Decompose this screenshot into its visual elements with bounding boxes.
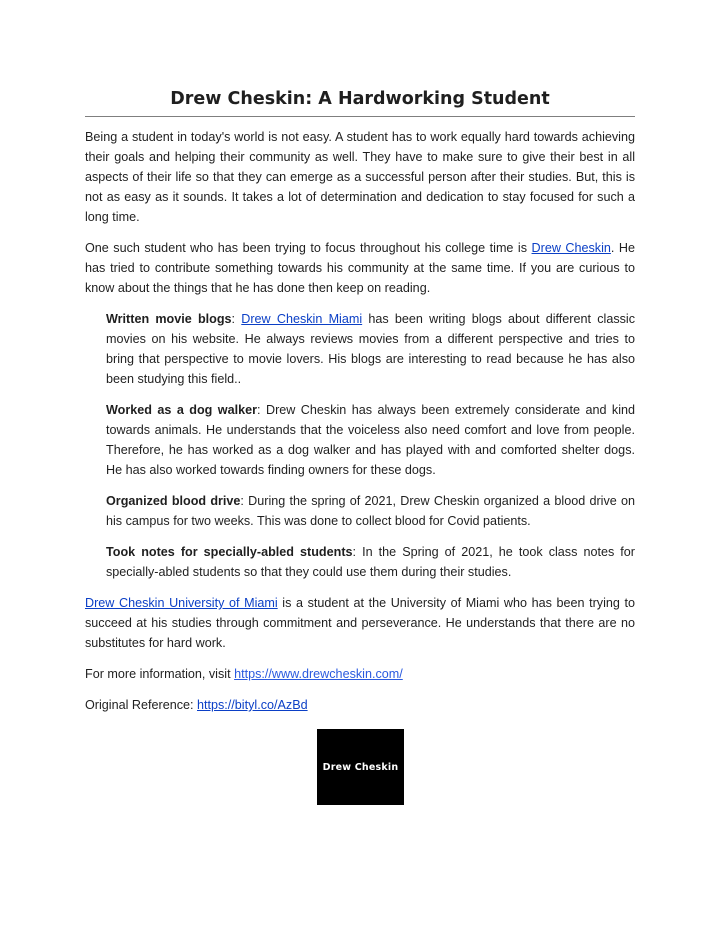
item-separator: : — [257, 403, 266, 417]
item-heading: Took notes for specially-abled students — [106, 545, 353, 559]
student-paragraph-text-before: One such student who has been trying to focus throughout his college time is — [85, 241, 532, 255]
drew-cheskin-logo — [317, 729, 404, 805]
item-heading: Worked as a dog walker — [106, 403, 258, 417]
item-text: has been writing blogs about different classic movies on his website. He always reviews movies from a different perspective and tries to bring that perspective to movie lovers. His blogs are interesting to read because he has also been studying this field.. — [106, 312, 636, 386]
more-info-line — [85, 664, 635, 684]
item-blood-drive — [85, 491, 635, 531]
item-dog-walker — [85, 400, 635, 480]
title-divider — [85, 116, 635, 117]
intro-paragraph: Being a student in today's world is not easy. A student has to work equally hard towards achieving their goals and helping their community as well. They have to make sure to give their best in all aspects of their life so that they can emerge as a successful person after their studies. But, this is not as easy as it sounds. It takes a lot of determination and dedication to stay focused for such a long time. — [85, 130, 635, 224]
drew-cheskin-university-link[interactable]: Drew Cheskin University of Miami — [85, 596, 278, 610]
student-paragraph-text-after: . He has tried to contribute something towards his community at the same time. If you are curious to know about the things that he has done then keep on reading. — [85, 241, 636, 295]
item-text: During the spring of 2021, Drew Cheskin organized a blood drive on his campus for two weeks. This was done to collect blood for Covid patients. — [106, 494, 635, 528]
drew-cheskin-miami-link[interactable]: Drew Cheskin Miami — [241, 312, 363, 326]
item-separator: : — [231, 312, 242, 326]
item-heading: Written movie blogs — [106, 312, 232, 326]
more-info-label: For more information, visit — [85, 667, 235, 681]
item-separator: : — [240, 494, 249, 508]
university-paragraph — [85, 593, 635, 653]
item-text: Drew Cheskin has always been extremely considerate and kind towards animals. He understands that the voiceless also need comfort and love from people. Therefore, he has worked as a dog walker and has played with and comforted shelter dogs. He has also worked towards finding owners for these dogs. — [106, 403, 636, 477]
drew-cheskin-link[interactable]: Drew Cheskin — [531, 241, 611, 255]
page-title: Drew Cheskin: A Hardworking Student — [170, 89, 550, 109]
item-class-notes — [85, 542, 635, 582]
item-movie-blogs — [85, 309, 635, 389]
university-paragraph-text: is a student at the University of Miami who has been trying to succeed at his studies through commitment and perseverance. He understands that there are no substitutes for hard work. — [85, 596, 636, 650]
item-heading: Organized blood drive — [106, 494, 241, 508]
reference-line — [85, 695, 635, 715]
student-paragraph — [85, 238, 635, 298]
reference-label: Original Reference: — [85, 698, 197, 712]
logo-text: Drew Cheskin — [322, 761, 399, 773]
item-text: In the Spring of 2021, he took class notes for specially-abled students so that they could use them during their studies. — [106, 545, 636, 579]
website-link[interactable]: https://www.drewcheskin.com/ — [234, 667, 403, 681]
reference-link[interactable]: https://bityl.co/AzBd — [197, 698, 308, 712]
item-separator: : — [352, 545, 363, 559]
